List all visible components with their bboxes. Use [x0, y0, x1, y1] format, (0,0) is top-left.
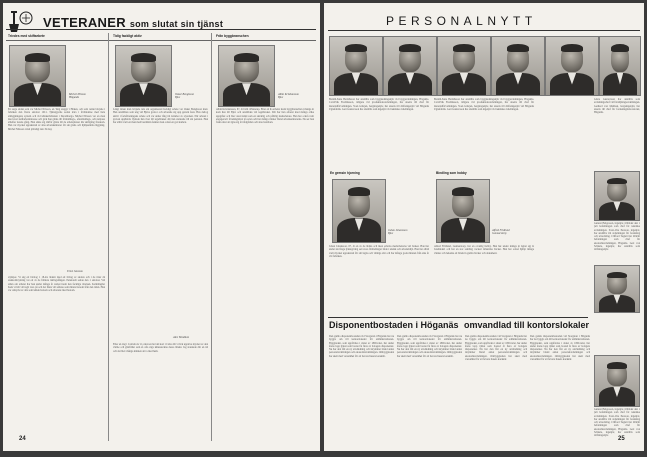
page-title: VETERANER som slutat sin tjänst: [43, 15, 224, 30]
article-text: stympor. Vi såg ett förslag 1 18-års åldern med ett förlag av skolan och i de tider då stenkolsbrytning var ett av de främsta näringsfången. Pensionär sedan den 1 oktober. Vid sidan om arbetet har han under många år verkat inom den fackliga rörelsen. Kolmängder hade vi här väl tagit vara på och det finns väl sådana som minns honom från den tiden. Han var omtyckt av alla som kände honom och arbetade med honom.: [8, 276, 105, 293]
caption-place: Bjuv: [175, 96, 181, 100]
portrait-photo: [545, 36, 599, 96]
shovel-logo-icon: [7, 10, 33, 34]
article-text: Bernth-Sune Bernthsson har anställts som byggnadsingenjör vid byggavdelningen, Höganäs. Carl-Erik Fredriksson, tidigare vid produktionsavdelningen, har utsetts till chef för materialförvaltningen. Sven Gräsjen, bergsingenjör, har utsetts till driftsingenjör vid Höganäs Ugnsfabrik. Gert Gustavsson har anställts som ingenjör vid tekniska avdelningen.: [434, 98, 534, 111]
portrait-photo: [218, 45, 275, 107]
caption-place: Bjuv: [388, 232, 394, 236]
page-number: 24: [19, 436, 26, 442]
portrait-photo: [383, 36, 437, 96]
article-text: Den gamla disponentbostaden vid Storgatan i Höganäs har nu byggts om till kontorslokaler för administrationen. Byggnaden, som uppfördes i slutet av 1800-talet, har under årens lopp tjänat som bostad åt flera av bolagets disponenter. Nu har den fått en ny användning och inrymmer bland annat personalavdelningen och ekonomiavdelningen. Ombyggnaden har skett med varsamhet för att bevara husets karaktär.: [397, 335, 462, 358]
page-number: 25: [618, 436, 625, 442]
portrait-photo: [599, 36, 641, 96]
portrait-photo: [329, 36, 383, 96]
article-text: Den gamla disponentbostaden vid Storgatan i Höganäs har nu byggts om till kontorslokaler för administrationen. Byggnaden, som uppfördes i slutet av 1800-talet, har under årens lopp tjänat som bostad åt flera av bolagets disponenter. Nu har den fått en ny användning och inrymmer bland annat personalavdelningen och ekonomiavdelningen. Ombyggnaden har skett med varsamhet för att bevara husets karaktär.: [465, 335, 527, 362]
article-text: Efter en dag i Calcutta år vi också en hel del kort i Cuba där vi fick uppleva mycket av den värme och gästfrihet som så ofta sägs känneteckna dessa länder. Jag stannade där en tid och det blev många minnen att ta med hem.: [113, 343, 208, 353]
portrait-photo: [436, 179, 490, 243]
portrait-photo: [594, 355, 640, 407]
caption-place: Bjuv: [278, 96, 284, 100]
caption-place: Gunnarstorp: [492, 232, 507, 236]
column-header-1: Trivdes med skiftarbete: [8, 34, 45, 38]
right-page: [324, 3, 644, 451]
portrait-photo: [332, 179, 386, 243]
caption-name: Alfred Fridlund: [492, 229, 510, 232]
article-text: Alfred Fridlund, Gunnarstorp, har en ovanlig hobby. Han har under många år ägnat sig åt bokbinderi och har en stor samling vackert inbundna böcker. Han har också hjälpt många vänner och bekanta att binda in gamla böcker och dokument.: [434, 245, 534, 255]
article-text: Albin Kristiansson, 67, är född i Pinnerup. Efter att ha arbetat inom byggbranschen i många år kom han till Bjuv och anställdes vid tegelbruket. Där har han arbetat med många olika uppgifter och blev snart känd som en skicklig och pålitlig medarbetare. Han har också varit engagerad i föreningslivet på orten och har många vänner bland arbetskamraterna. Nu ser han fram emot att ägna sig åt trädgården och sina barnbarn.: [216, 108, 314, 125]
caption-name: Oskar Bengtsson: [175, 93, 195, 96]
portrait-photo: [594, 265, 640, 313]
portrait-photo: [594, 171, 640, 221]
portrait-photo: [437, 36, 491, 96]
column-header-2: Tidig fackligt aktiv: [113, 34, 142, 38]
article-text: Bernth-Sune Bernthsson har anställts som byggnadsingenjör vid byggavdelningen, Höganäs. Carl-Erik Fredriksson, tidigare vid produktionsavdelningen, har utsetts till chef för materialförvaltningen. Sven Gräsjen, bergsingenjör, har utsetts till driftsingenjör vid Höganäs Ugnsfabrik. Gert Gustavsson har anställts som ingenjör vid tekniska avdelningen.: [329, 98, 429, 111]
caption-name: Albin Kristiansson: [278, 93, 299, 96]
article-text: Den gamla disponentbostaden vid Storgatan i Höganäs har nu byggts om till kontorslokaler för administrationen. Byggnaden, som uppfördes i slutet av 1800-talet, har under årens lopp tjänat som bostad åt flera av bolagets disponenter. Nu har den fått en ny användning och inrymmer bland annat personalavdelningen och ekonomiavdelningen. Ombyggnaden har skett med varsamhet för att bevara husets karaktär.: [329, 335, 394, 358]
portrait-photo: [9, 45, 66, 107]
article-text: Gösta Gustavsson har anställts som avdelningschef vid försäljningsavdelningen. Gerhard von Malmen, bergsingenjör, har utsetts till chef för forskningslaboratoriet, Höganäs.: [594, 98, 640, 115]
caption-name: Michel Nilsson: [69, 93, 86, 96]
article-text: Gunnar Helgesson, ingenjör, tillträder den 1 juli befattningen som chef för tekniska avdelningen. Sven-Ove Persson, ingenjör, har anställts vid avdelningen för forskning och utveckling. Clifford Tegnér har tillträtt befattningen som chef för ekonomiavdelningen, Höganäs. Gert von Schéele, ingenjör, har anställts som driftsingenjör.: [594, 222, 640, 252]
article-text: Den gamla disponentbostaden vid Storgatan i Höganäs har nu byggts om till kontorslokaler för administrationen. Byggnaden, som uppfördes i slutet av 1800-talet, har under årens lopp tjänat som bostad åt flera av bolagets disponenter. Nu har den fått en ny användning och inrymmer bland annat personalavdelningen och ekonomiavdelningen. Ombyggnaden har skett med varsamhet för att bevara husets karaktär.: [530, 335, 590, 362]
page-title: PERSONALNYTT: [386, 14, 537, 28]
column-header-3: Från byggbranschen: [216, 34, 249, 38]
portrait-photo: [115, 45, 172, 107]
section-header: En gemsin hjorning: [330, 171, 360, 175]
signature: Ernst Jansson: [67, 270, 83, 273]
article-text: Johan Johansson, 67, är en av de äldsta och mest erfarna medarbetarna vid bruket. Han har under sin långa tjänstgöring sett stora förändringar både i teknik och arbetsmiljö. Han har alltid varit mycket uppskattad för sitt lugna och vänliga sätt och har många goda minnen från sina år vid fabriken.: [329, 245, 429, 258]
portrait-photo: [491, 36, 545, 96]
caption-place: Höganäs: [69, 96, 80, 100]
article-text: Långt innan man började tala om organiserad fackligt arbete var Oskar Bengtsson med. Han anställdes som ung vid Bjuvs gruvor och arbetade sig upp genom åren. Han deltog aktivt i fackföreningens arbete och var under lång tid ledamot av styrelsen. När arbetet i gruvan upphörde flyttade han över till tegelbruket där han stannade till sin pension. Han har alltid varit en man med bestämda åsikter men också en god kamrat.: [113, 108, 208, 125]
article-headline-right: omvandlad till kontorslokaler: [464, 320, 590, 330]
article-headline-left: Disponentbostaden i Höganäs: [329, 320, 459, 330]
article-text: En stege sådan som var Michel Nilsson, en 'lång stegga' i Höken, och som redan började i fabriken den första oktober 1911. Tjänstgjorde sedan nära i förbindelse med hela anläggningens system och vid klinkerbränslen i Skromberga. Michel Nilsson var en man med stort skiftarbetsintresse och gick han gärna till förmiddags-, eftermiddags- och nattpass alltefter turens gång. Han sökte sig därför gärna till de arbetsplatser där skiftgång förekom. Han var mycket uppskattad av sina arbetskamrater för sin glada och hjälpsamma läggning. Michel Nilsson avled plötsligt den 19 maj.: [8, 108, 105, 131]
left-page: [3, 3, 320, 451]
signature: Alex Wendium: [173, 336, 189, 339]
section-header: Bindling som hobby: [436, 171, 467, 175]
caption-name: Johan Johansson: [388, 229, 408, 232]
article-text: Gunnar Helgesson, ingenjör, tillträder den 1 juli befattningen som chef för tekniska avdelningen. Sven-Ove Persson, ingenjör, har anställts vid avdelningen för forskning och utveckling. Clifford Tegnér har tillträtt befattningen som chef för ekonomiavdelningen, Höganäs. Gert von Schéele, ingenjör, har anställts som driftsingenjör.: [594, 408, 640, 438]
